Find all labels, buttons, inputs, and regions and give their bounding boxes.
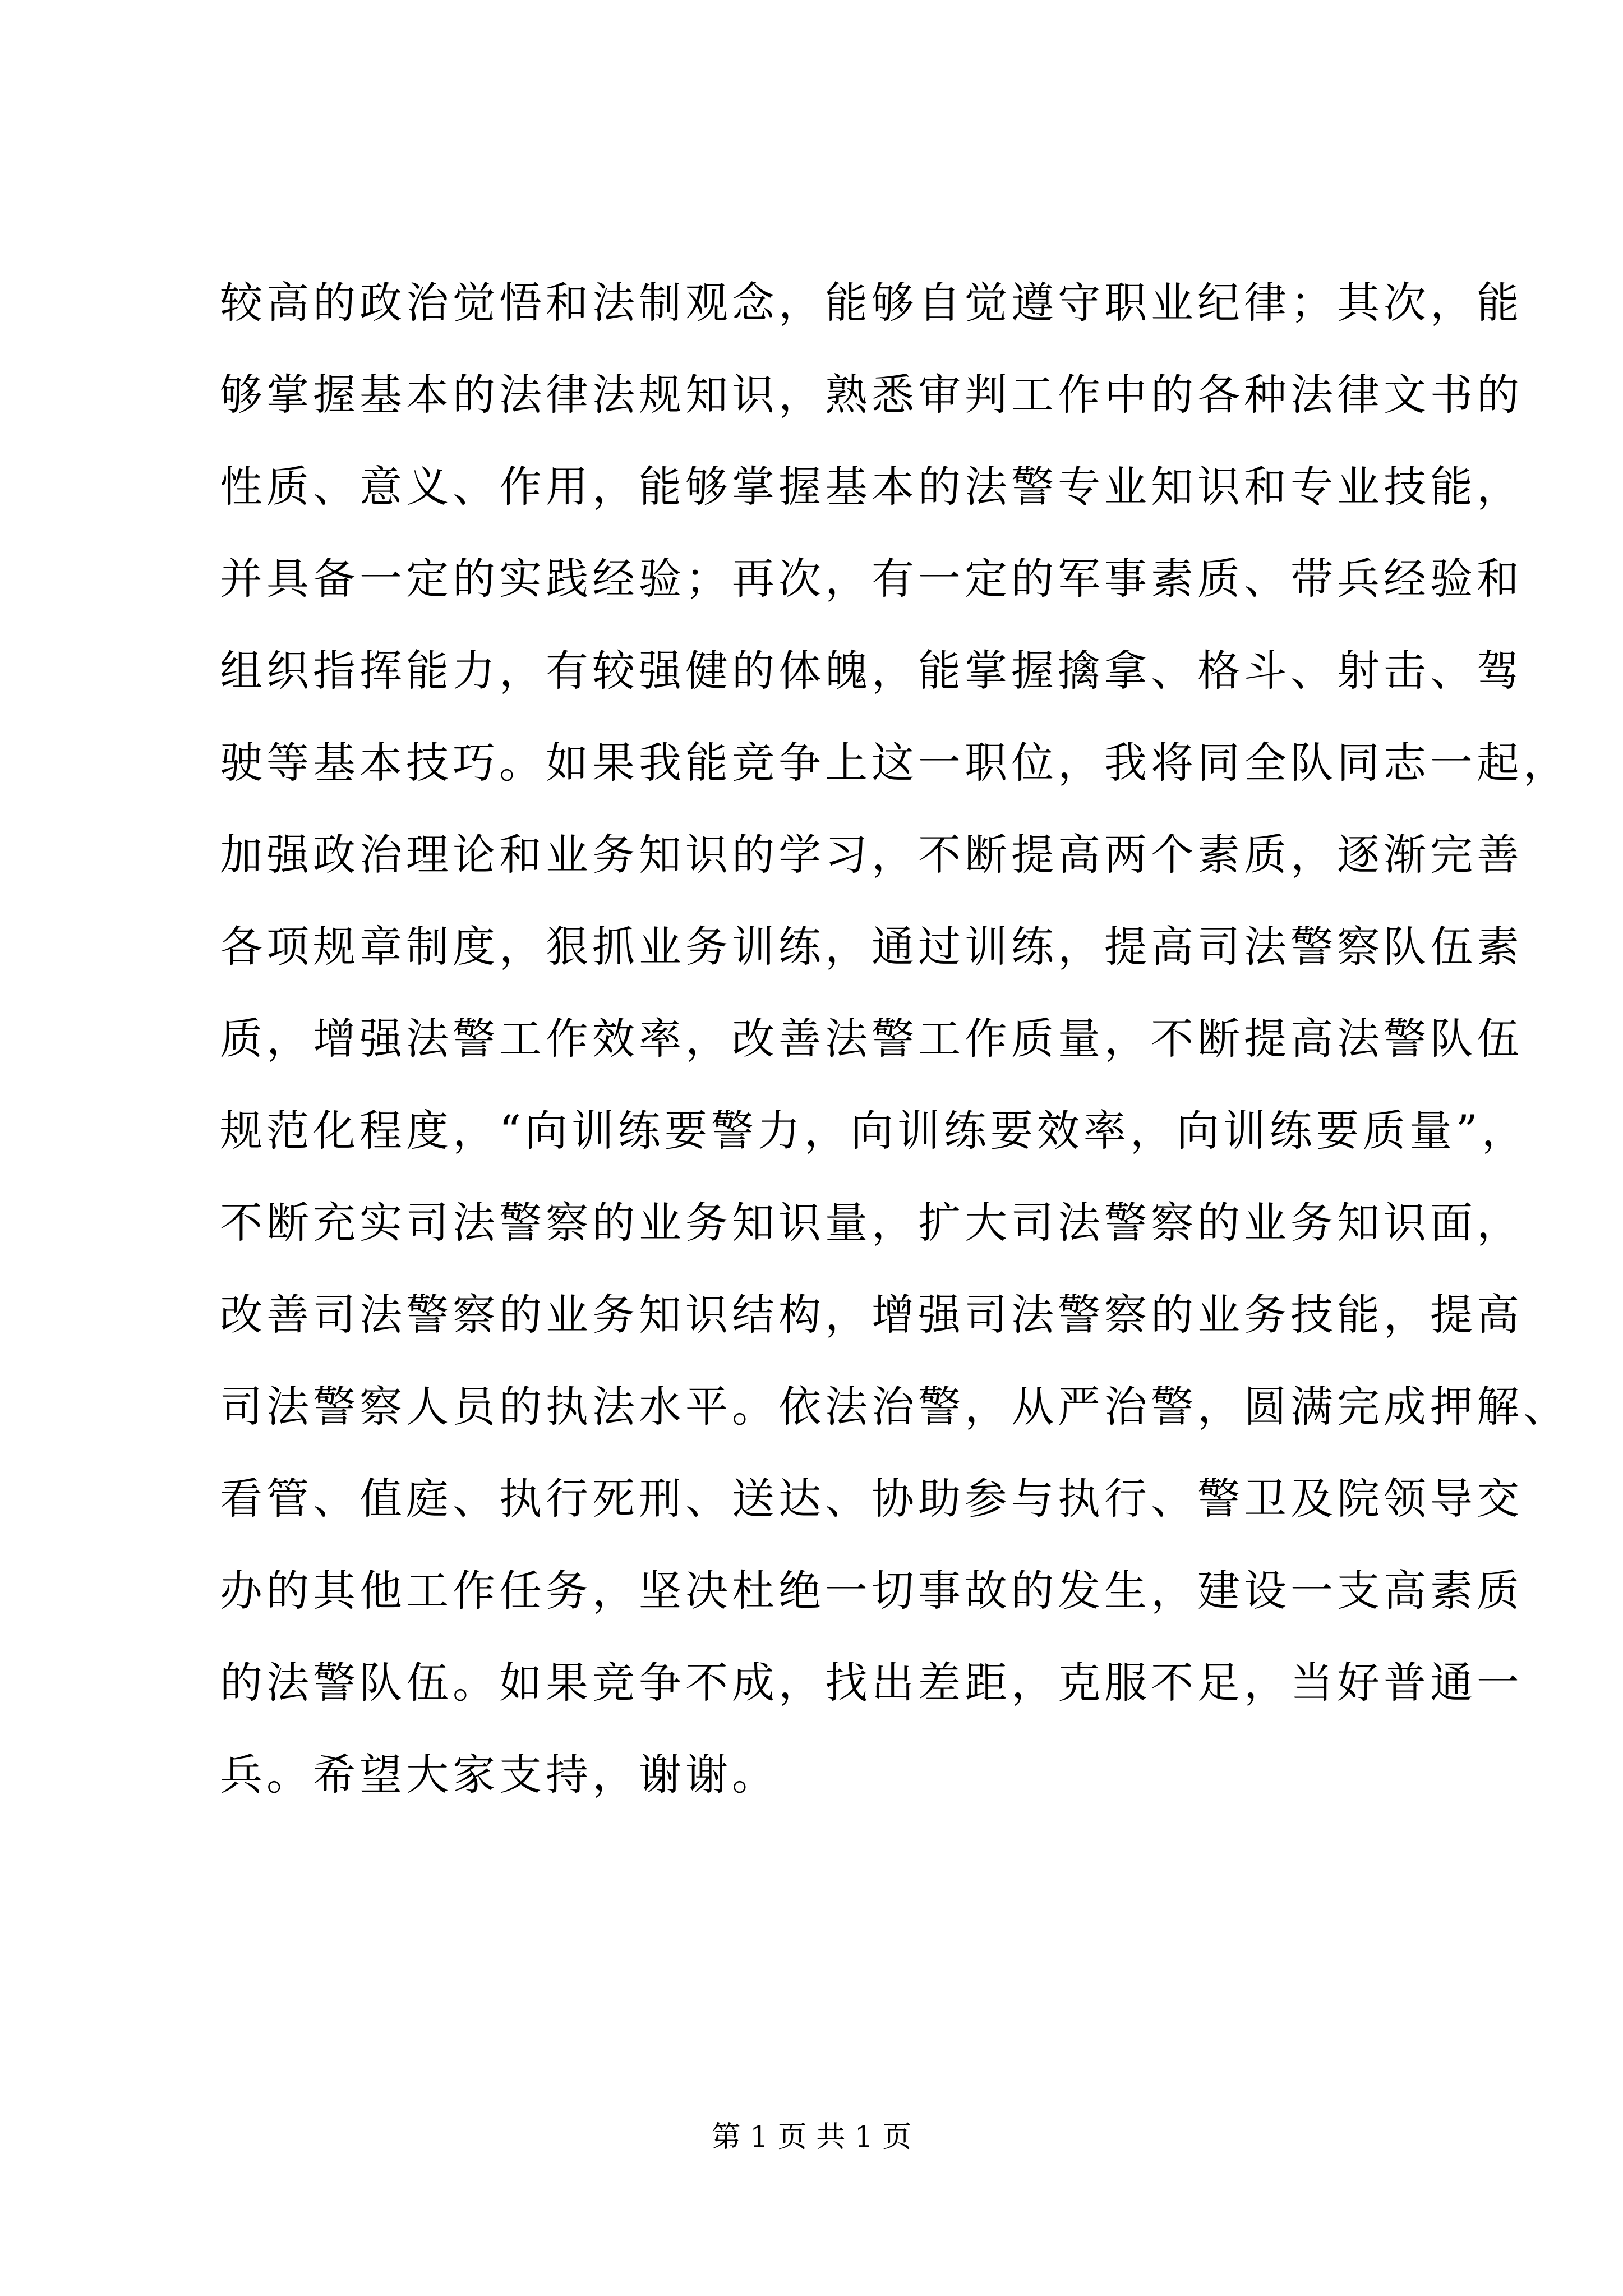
text-line: 办的其他工作任务，坚决杜绝一切事故的发生，建设一支高素质	[220, 1566, 1523, 1616]
body-text	[220, 257, 1570, 1821]
text-line: 各项规章制度，狠抓业务训练，通过训练，提高司法警察队伍素	[220, 922, 1523, 972]
text-line: 较高的政治觉悟和法制观念，能够自觉遵守职业纪律；其次，能	[220, 278, 1523, 328]
text-line: 不断充实司法警察的业务知识量，扩大司法警察的业务知识面，	[220, 1198, 1523, 1248]
text-line: 性质、意义、作用，能够掌握基本的法警专业知识和专业技能，	[220, 462, 1523, 512]
text-line: 组织指挥能力，有较强健的体魄，能掌握擒拿、格斗、射击、驾	[220, 646, 1523, 696]
text-line: 兵。希望大家支持，谢谢。	[220, 1750, 778, 1800]
text-line: 质，增强法警工作效率，改善法警工作质量，不断提高法警队伍	[220, 1014, 1523, 1064]
text-line: 看管、值庭、执行死刑、送达、协助参与执行、警卫及院领导交	[220, 1474, 1523, 1524]
text-line: 够掌握基本的法律法规知识，熟悉审判工作中的各种法律文书的	[220, 370, 1523, 420]
page-number-footer: 第 1 页 共 1 页	[711, 2120, 912, 2154]
text-line: 规范化程度，“向训练要警力，向训练要效率，向训练要质量”，	[220, 1106, 1528, 1156]
text-line: 司法警察人员的执法水平。依法治警，从严治警，圆满完成押解、	[220, 1382, 1570, 1432]
text-line: 驶等基本技巧。如果我能竞争上这一职位，我将同全队同志一起，	[220, 738, 1570, 788]
text-line: 加强政治理论和业务知识的学习，不断提高两个素质，逐渐完善	[220, 830, 1523, 880]
text-line: 改善司法警察的业务知识结构，增强司法警察的业务技能，提高	[220, 1290, 1523, 1340]
text-line: 的法警队伍。如果竞争不成，找出差距，克服不足，当好普通一	[220, 1658, 1523, 1708]
text-line: 并具备一定的实践经验；再次，有一定的军事素质、带兵经验和	[220, 554, 1523, 604]
